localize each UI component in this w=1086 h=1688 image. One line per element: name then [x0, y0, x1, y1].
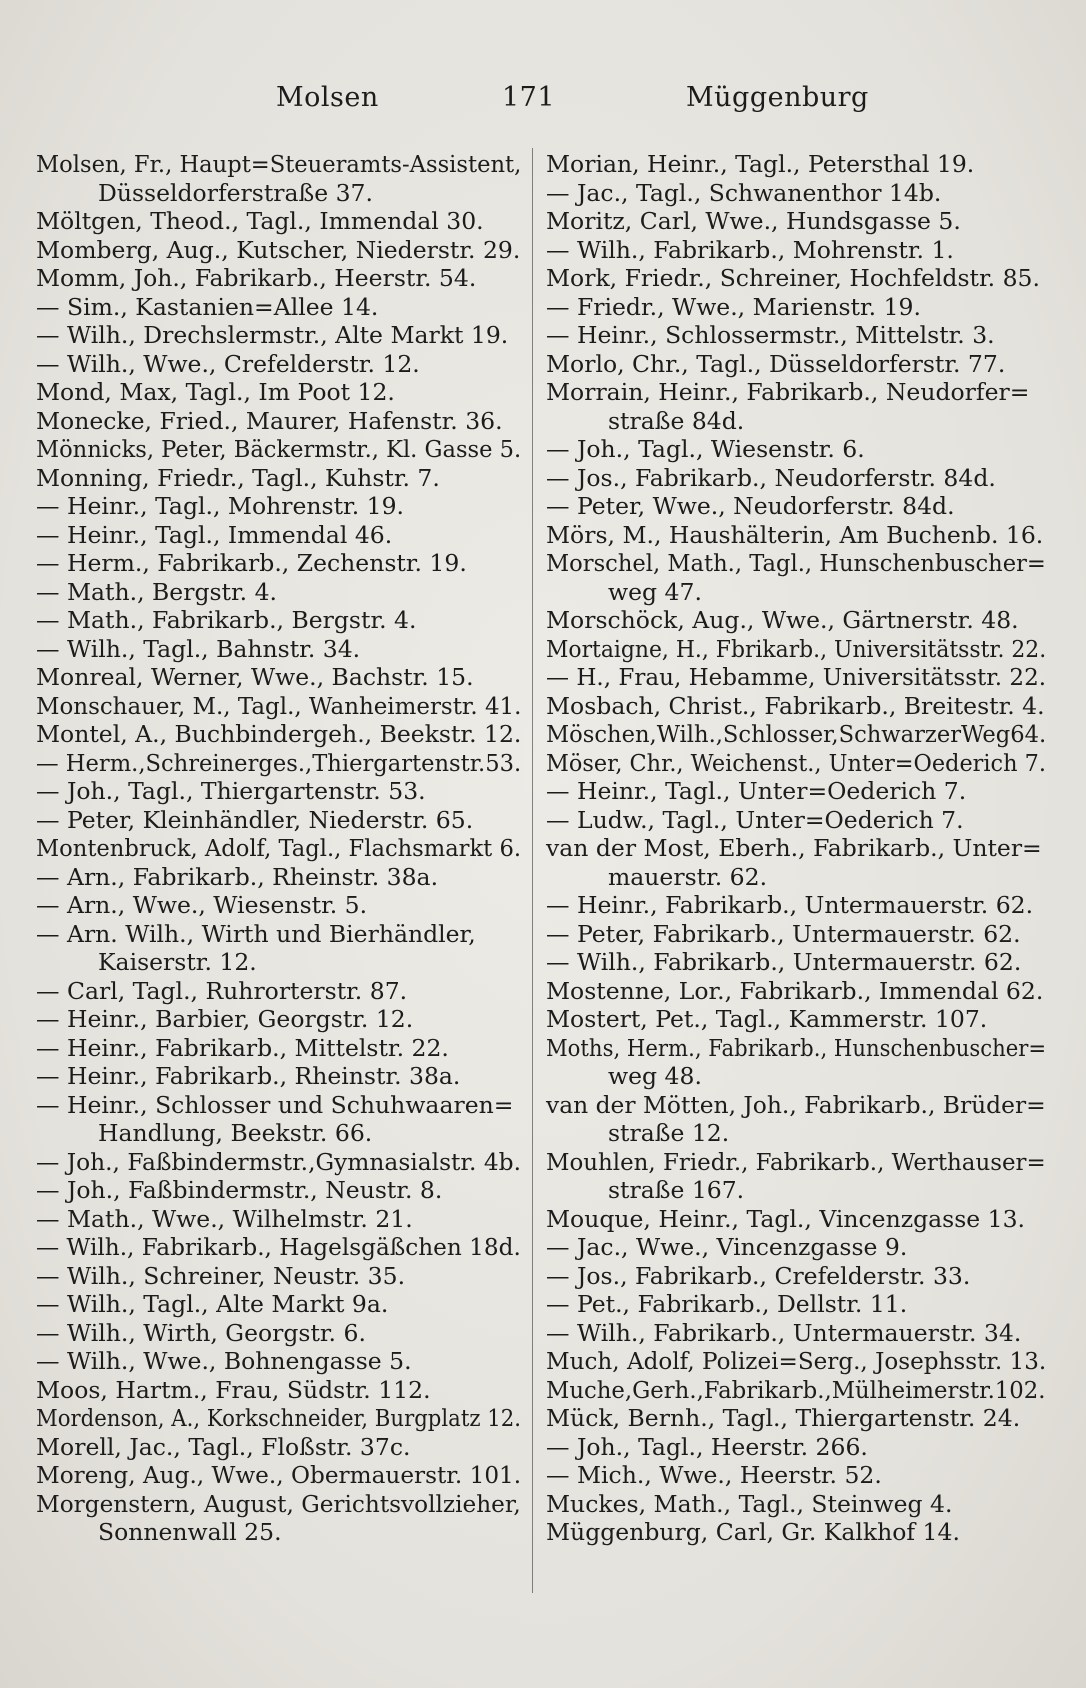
- directory-entry-line: — Math., Fabrikarb., Bergstr. 4.: [36, 606, 417, 634]
- directory-entry-line: Möltgen, Theod., Tagl., Immendal 30.: [36, 207, 484, 235]
- directory-entry-line: — Math., Bergstr. 4.: [36, 577, 278, 606]
- directory-entry-line: — Wilh., Tagl., Alte Markt 9a.: [36, 1290, 389, 1318]
- directory-entry-line: — Wilh., Fabrikarb., Hagelsgäßchen 18d.: [36, 1233, 521, 1261]
- directory-entry-line: — Heinr., Tagl., Immendal 46.: [36, 520, 393, 549]
- directory-entry-line: — Peter, Wwe., Neudorferstr. 84d.: [546, 492, 955, 520]
- directory-entry-line: — Heinr., Schlosser und Schuhwaaren=: [36, 1090, 514, 1119]
- directory-entry-line: — Joh., Tagl., Thiergartenstr. 53.: [36, 777, 426, 805]
- directory-entry-line: Müggenburg, Carl, Gr. Kalkhof 14.: [546, 1518, 960, 1546]
- header-first-entry: Molsen: [276, 82, 379, 113]
- directory-entry-line: Mond, Max, Tagl., Im Poot 12.: [36, 378, 395, 406]
- directory-entry-line: van der Mötten, Joh., Fabrikarb., Brüder=: [546, 1090, 1046, 1119]
- directory-entry-line: Mönnicks, Peter, Bäckermstr., Kl. Gasse 5.: [36, 435, 522, 463]
- directory-entry-line: Mostert, Pet., Tagl., Kammerstr. 107.: [546, 1005, 988, 1033]
- directory-entry-line: — Math., Wwe., Wilhelmstr. 21.: [36, 1204, 413, 1233]
- directory-entry-line: — Joh., Tagl., Wiesenstr. 6.: [546, 435, 865, 463]
- directory-entry-line: — Wilh., Wwe., Bohnengasse 5.: [36, 1347, 412, 1375]
- directory-entry-line: Mork, Friedr., Schreiner, Hochfeldstr. 85.: [546, 264, 1040, 292]
- directory-entry-line: — Mich., Wwe., Heerstr. 52.: [546, 1461, 882, 1489]
- directory-entry-line: Möschen,Wilh.,Schlosser,SchwarzerWeg64.: [546, 720, 1047, 748]
- directory-entry-line: — Wilh., Drechslermstr., Alte Markt 19.: [36, 321, 509, 349]
- directory-entry-line: — Joh., Faßbindermstr.,Gymnasialstr. 4b.: [36, 1147, 521, 1176]
- entry-continuation-line: weg 48.: [608, 1062, 702, 1090]
- directory-entry-line: — Peter, Fabrikarb., Untermauerstr. 62.: [546, 919, 1021, 948]
- directory-entry-line: — Arn. Wilh., Wirth und Bierhändler,: [36, 919, 476, 948]
- directory-entry-line: — Wilh., Schreiner, Neustr. 35.: [36, 1261, 406, 1290]
- entry-continuation-line: weg 47.: [608, 577, 702, 606]
- directory-entry-line: — Ludw., Tagl., Unter=Oederich 7.: [546, 805, 964, 834]
- directory-entry-line: — Wilh., Fabrikarb., Mohrenstr. 1.: [546, 235, 954, 264]
- directory-entry-line: Muckes, Math., Tagl., Steinweg 4.: [546, 1489, 953, 1518]
- directory-entry-line: Mörs, M., Haushälterin, Am Buchenb. 16.: [546, 520, 1044, 549]
- directory-entry-line: Moritz, Carl, Wwe., Hundsgasse 5.: [546, 207, 961, 235]
- directory-entry-line: Morlo, Chr., Tagl., Düsseldorferstr. 77.: [546, 349, 1006, 378]
- directory-entry-line: — Peter, Kleinhändler, Niederstr. 65.: [36, 805, 474, 834]
- directory-entry-line: Moreng, Aug., Wwe., Obermauerstr. 101.: [36, 1461, 522, 1489]
- directory-entry-line: van der Most, Eberh., Fabrikarb., Unter=: [546, 834, 1042, 862]
- directory-entry-line: — Arn., Wwe., Wiesenstr. 5.: [36, 891, 368, 919]
- directory-entry-line: Morschel, Math., Tagl., Hunschenbuscher=: [546, 549, 1046, 577]
- directory-entry-line: — Jac., Wwe., Vincenzgasse 9.: [546, 1233, 908, 1261]
- directory-entry-line: Monreal, Werner, Wwe., Bachstr. 15.: [36, 663, 474, 691]
- directory-entry-line: Muche,Gerh.,Fabrikarb.,Mülheimerstr.102.: [546, 1375, 1046, 1404]
- directory-entry-line: — Wilh., Wwe., Crefelderstr. 12.: [36, 349, 420, 378]
- directory-entry-line: Much, Adolf, Polizei=Serg., Josephsstr. 13.: [546, 1347, 1047, 1375]
- page-header: [40, 82, 1050, 122]
- entry-continuation-line: straße 12.: [608, 1119, 730, 1147]
- directory-entry-line: — Heinr., Tagl., Unter=Oederich 7.: [546, 777, 967, 805]
- directory-entry-line: — Joh., Faßbindermstr., Neustr. 8.: [36, 1176, 443, 1204]
- directory-entry-line: — Heinr., Tagl., Mohrenstr. 19.: [36, 492, 405, 520]
- entry-continuation-line: straße 167.: [608, 1176, 745, 1204]
- directory-entry-line: — Wilh., Tagl., Bahnstr. 34.: [36, 634, 361, 663]
- entry-continuation-line: Sonnenwall 25.: [98, 1518, 282, 1546]
- directory-entry-line: Momm, Joh., Fabrikarb., Heerstr. 54.: [36, 264, 477, 292]
- right-column: [546, 150, 1046, 1547]
- directory-entry-line: Morschöck, Aug., Wwe., Gärtnerstr. 48.: [546, 606, 1019, 634]
- directory-entry-line: Mordenson, A., Korkschneider, Burgplatz 12.: [36, 1404, 522, 1432]
- left-column: [36, 150, 521, 1547]
- directory-entry-line: Moos, Hartm., Frau, Südstr. 112.: [36, 1375, 431, 1404]
- directory-entry-line: — Jos., Fabrikarb., Crefelderstr. 33.: [546, 1261, 971, 1290]
- directory-entry-line: Monning, Friedr., Tagl., Kuhstr. 7.: [36, 463, 440, 492]
- directory-entry-line: Mouhlen, Friedr., Fabrikarb., Werthauser=: [546, 1147, 1046, 1176]
- directory-entry-line: — Jos., Fabrikarb., Neudorferstr. 84d.: [546, 463, 996, 492]
- directory-entry-line: — Arn., Fabrikarb., Rheinstr. 38a.: [36, 862, 439, 891]
- entry-continuation-line: Düsseldorferstraße 37.: [98, 178, 373, 207]
- directory-entry-line: — Wilh., Fabrikarb., Untermauerstr. 62.: [546, 948, 1022, 976]
- directory-entry-line: — Heinr., Barbier, Georgstr. 12.: [36, 1005, 414, 1033]
- directory-entry-line: — Heinr., Fabrikarb., Untermauerstr. 62.: [546, 891, 1034, 919]
- directory-entry-line: — Pet., Fabrikarb., Dellstr. 11.: [546, 1290, 908, 1318]
- directory-entry-line: Montenbruck, Adolf, Tagl., Flachsmarkt 6.: [36, 834, 522, 862]
- entry-continuation-line: Kaiserstr. 12.: [98, 948, 257, 976]
- page-number: 171: [502, 82, 556, 113]
- directory-entry-line: Morell, Jac., Tagl., Floßstr. 37c.: [36, 1432, 411, 1461]
- directory-entry-line: — Wilh., Fabrikarb., Untermauerstr. 34.: [546, 1318, 1022, 1347]
- directory-entry-line: — Wilh., Wirth, Georgstr. 6.: [36, 1318, 366, 1347]
- directory-entry-line: Mortaigne, H., Fbrikarb., Universitätsstr. 22.: [546, 634, 1047, 663]
- directory-entry-line: Molsen, Fr., Haupt=Steueramts-Assistent,: [36, 150, 522, 178]
- entry-continuation-line: mauerstr. 62.: [608, 862, 768, 891]
- directory-entry-line: — Carl, Tagl., Ruhrorterstr. 87.: [36, 976, 408, 1005]
- header-last-entry: Müggenburg: [686, 82, 869, 113]
- directory-entry-line: — Heinr., Fabrikarb., Mittelstr. 22.: [36, 1033, 449, 1062]
- directory-entry-line: Mück, Bernh., Tagl., Thiergartenstr. 24.: [546, 1404, 1021, 1432]
- entry-continuation-line: straße 84d.: [608, 406, 745, 435]
- directory-entry-line: — Heinr., Fabrikarb., Rheinstr. 38a.: [36, 1062, 461, 1090]
- directory-entry-line: — Herm.,Schreinerges.,Thiergartenstr.53.: [36, 748, 522, 777]
- directory-entry-line: Mostenne, Lor., Fabrikarb., Immendal 62.: [546, 976, 1044, 1005]
- directory-entry-line: — Joh., Tagl., Heerstr. 266.: [546, 1432, 868, 1461]
- directory-entry-line: — H., Frau, Hebamme, Universitätsstr. 22.: [546, 663, 1047, 691]
- directory-entry-line: Morrain, Heinr., Fabrikarb., Neudorfer=: [546, 378, 1030, 406]
- directory-entry-line: — Heinr., Schlossermstr., Mittelstr. 3.: [546, 321, 995, 349]
- directory-entry-line: — Jac., Tagl., Schwanenthor 14b.: [546, 178, 942, 207]
- directory-entry-line: — Friedr., Wwe., Marienstr. 19.: [546, 292, 921, 321]
- directory-entry-line: Momberg, Aug., Kutscher, Niederstr. 29.: [36, 235, 521, 264]
- directory-entry-line: — Herm., Fabrikarb., Zechenstr. 19.: [36, 549, 467, 577]
- directory-entry-line: Morgenstern, August, Gerichtsvollzieher,: [36, 1489, 521, 1518]
- column-divider: [532, 148, 533, 1593]
- directory-entry-line: Mouque, Heinr., Tagl., Vincenzgasse 13.: [546, 1204, 1026, 1233]
- directory-entry-line: Monschauer, M., Tagl., Wanheimerstr. 41.: [36, 691, 522, 720]
- directory-entry-line: Montel, A., Buchbindergeh., Beekstr. 12.: [36, 720, 522, 748]
- directory-entry-line: Mosbach, Christ., Fabrikarb., Breitestr. 4.: [546, 691, 1045, 720]
- directory-entry-line: Monecke, Fried., Maurer, Hafenstr. 36.: [36, 406, 503, 435]
- directory-entry-line: Moths, Herm., Fabrikarb., Hunschenbuscher=: [546, 1033, 1047, 1062]
- directory-entry-line: Morian, Heinr., Tagl., Petersthal 19.: [546, 150, 975, 178]
- directory-entry-line: — Sim., Kastanien=Allee 14.: [36, 292, 379, 321]
- entry-continuation-line: Handlung, Beekstr. 66.: [98, 1119, 373, 1147]
- directory-entry-line: Möser, Chr., Weichenst., Unter=Oederich 7.: [546, 748, 1046, 777]
